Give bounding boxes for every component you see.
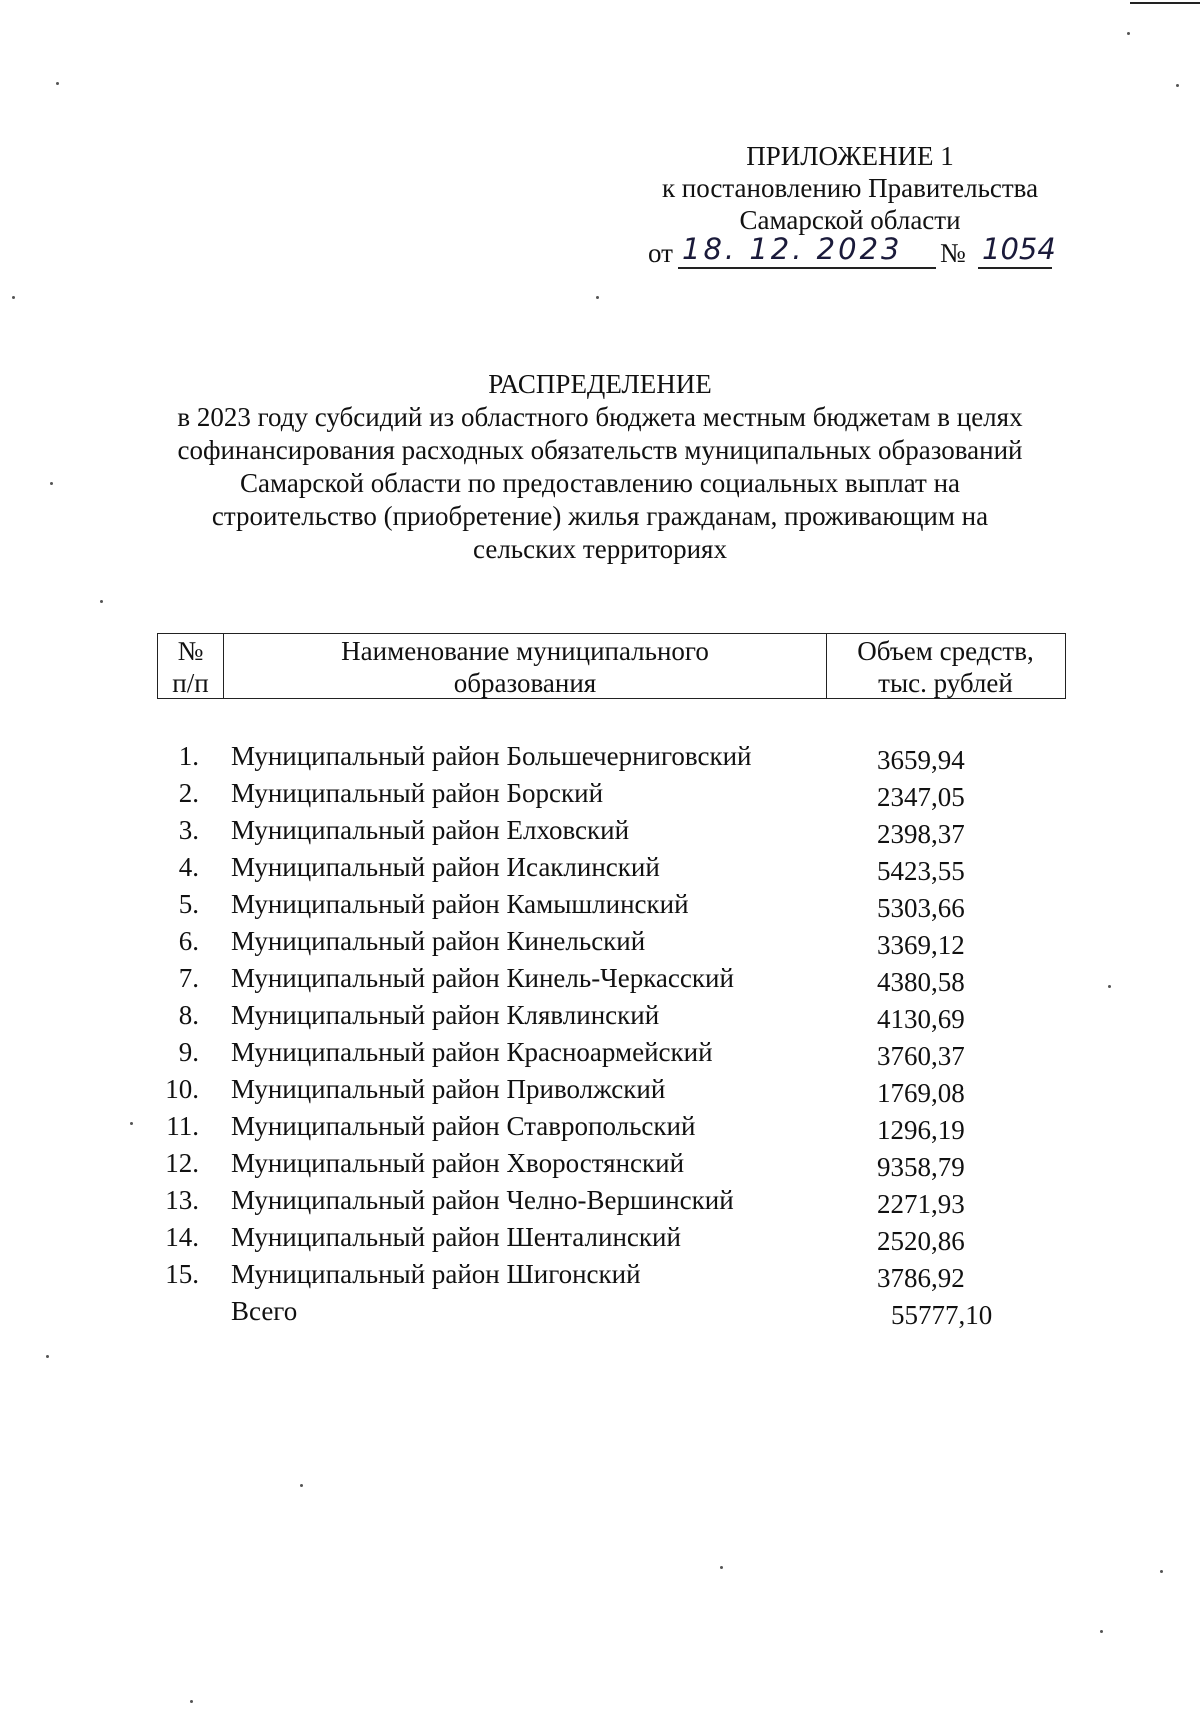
row-value: 2520,86 (877, 1226, 965, 1256)
table-row (157, 1071, 1066, 1108)
table-row (157, 812, 1066, 849)
row-value: 1769,08 (877, 1078, 965, 1108)
scan-speck (50, 482, 53, 485)
number-prefix: № (940, 238, 966, 268)
row-name: Муниципальный район Шенталинский (231, 1222, 681, 1252)
scan-edge-line (1130, 2, 1200, 4)
row-number: 8. (178, 1000, 199, 1030)
scan-speck (190, 1700, 193, 1703)
row-name: Муниципальный район Кинельский (231, 926, 646, 956)
row-value: 3369,12 (877, 930, 965, 960)
row-number: 6. (178, 926, 199, 956)
row-name: Муниципальный район Шигонский (231, 1259, 641, 1289)
row-value: 3760,37 (877, 1041, 965, 1071)
heading-line-4: строительство (приобретение) жилья гражданам, проживающим на (211, 501, 989, 531)
row-value: 2271,93 (877, 1189, 965, 1219)
date-prefix: от (648, 238, 673, 268)
scan-speck (100, 600, 103, 603)
table-total-row (157, 1293, 1066, 1330)
scan-speck (1160, 1570, 1163, 1573)
appendix-block (640, 140, 1060, 273)
date-underline (678, 267, 936, 269)
scan-speck (596, 296, 599, 299)
handwritten-number: 1054 (982, 232, 1056, 266)
header-number-line-2: п/п (172, 668, 209, 698)
scan-speck (1127, 32, 1130, 35)
row-name: Муниципальный район Красноармейский (231, 1037, 713, 1067)
table-row (157, 1034, 1066, 1071)
handwritten-date: 18. 12. 2023 (682, 232, 903, 266)
row-number: 15. (165, 1259, 199, 1289)
row-value: 5303,66 (877, 893, 965, 923)
row-number: 2. (178, 778, 199, 808)
row-name: Муниципальный район Клявлинский (231, 1000, 660, 1030)
row-number: 7. (178, 963, 199, 993)
table-row (157, 849, 1066, 886)
scan-speck (1100, 1630, 1103, 1633)
row-number: 12. (165, 1148, 199, 1178)
header-name-cell (224, 634, 827, 698)
row-number: 10. (165, 1074, 199, 1104)
table-header (157, 633, 1066, 699)
scan-speck (12, 296, 15, 299)
scan-speck (130, 1122, 133, 1125)
header-name-line-2: образования (453, 668, 597, 698)
row-name: Муниципальный район Елховский (231, 815, 630, 845)
row-name: Муниципальный район Исаклинский (231, 852, 660, 882)
row-number: 5. (178, 889, 199, 919)
row-value: 5423,55 (877, 856, 965, 886)
table-row (157, 886, 1066, 923)
row-name: Муниципальный район Челно-Вершинский (231, 1185, 734, 1215)
row-value: 2347,05 (877, 782, 965, 812)
row-number: 11. (166, 1111, 199, 1141)
header-number-line-1: № (177, 636, 204, 666)
header-amount-line-1: Объем средств, (857, 636, 1034, 666)
header-amount-cell (827, 634, 1064, 698)
row-value: 2398,37 (877, 819, 965, 849)
table-row (157, 1108, 1066, 1145)
table-row (157, 738, 1066, 775)
heading-line-2: софинансирования расходных обязательств муниципальных образований (177, 435, 1023, 465)
row-name: Муниципальный район Борский (231, 778, 604, 808)
row-value: 4130,69 (877, 1004, 965, 1034)
header-number-cell (158, 634, 224, 698)
row-number: 3. (178, 815, 199, 845)
scan-speck (1176, 84, 1179, 87)
row-value: 1296,19 (877, 1115, 965, 1145)
row-name: Муниципальный район Камышлинский (231, 889, 689, 919)
scan-speck (1108, 985, 1111, 988)
row-name: Муниципальный район Приволжский (231, 1074, 666, 1104)
table-row (157, 775, 1066, 812)
scan-speck (300, 1484, 303, 1487)
table-row (157, 1219, 1066, 1256)
scan-speck (720, 1566, 723, 1569)
number-underline (978, 267, 1052, 269)
row-number: 4. (178, 852, 199, 882)
table-row (157, 960, 1066, 997)
total-label: Всего (231, 1296, 298, 1326)
appendix-date-number-row (640, 232, 1060, 273)
row-number: 13. (165, 1185, 199, 1215)
appendix-title: ПРИЛОЖЕНИЕ 1 (746, 141, 954, 171)
row-number: 1. (178, 741, 199, 771)
header-amount-line-2: тыс. рублей (878, 668, 1013, 698)
row-number: 14. (165, 1222, 199, 1252)
appendix-line-2: Самарской области (739, 205, 961, 235)
row-name: Муниципальный район Хворостянский (231, 1148, 685, 1178)
table-row (157, 1182, 1066, 1219)
heading-line-5: сельских территориях (473, 534, 727, 564)
appendix-line-1: к постановлению Правительства (661, 173, 1039, 203)
header-name-line-1: Наименование муниципального (341, 636, 709, 666)
heading-title: РАСПРЕДЕЛЕНИЕ (488, 369, 712, 399)
row-value: 3659,94 (877, 745, 965, 775)
row-name: Муниципальный район Ставропольский (231, 1111, 696, 1141)
table-row (157, 1256, 1066, 1293)
scan-speck (56, 82, 59, 85)
table-row (157, 923, 1066, 960)
heading-line-3: Самарской области по предоставлению социальных выплат на (239, 468, 961, 498)
table-row (157, 997, 1066, 1034)
row-number: 9. (178, 1037, 199, 1067)
heading-line-1: в 2023 году субсидий из областного бюджета местным бюджетам в целях (177, 402, 1023, 432)
row-value: 4380,58 (877, 967, 965, 997)
table-row (157, 1145, 1066, 1182)
row-value: 9358,79 (877, 1152, 965, 1182)
total-value: 55777,10 (891, 1300, 993, 1330)
row-name: Муниципальный район Большечерниговский (231, 741, 752, 771)
row-name: Муниципальный район Кинель-Черкасский (231, 963, 734, 993)
row-value: 3786,92 (877, 1263, 965, 1293)
scan-speck (46, 1355, 49, 1358)
document-heading (100, 368, 1100, 566)
table-body (157, 738, 1066, 1330)
